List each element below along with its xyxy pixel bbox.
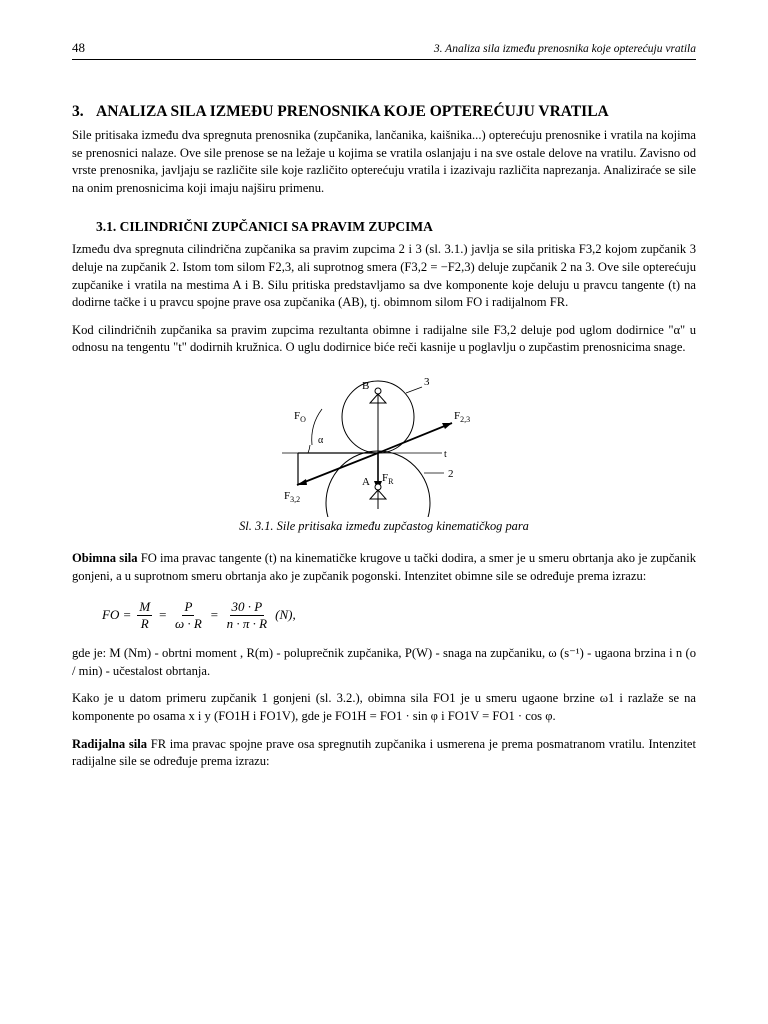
section-intro: Sile pritisaka između dva spregnuta prenosnika (zupčanika, lančanika, kaišnika...) opterećuju prenosnike i vratila na kojima se prenosnici nalaze. Ove sile prenose se na ležaje u kojima se vratila oslanjaju i na sve ostale delove na vratilu. Zavisno od vrste prenosnika, javljaju se različite sile koje različito opterećuju vratila i izazivaju različita naprezanja. Analiziraće se sile na onim prenosnicima koji imaju najširu primenu. bbox=[72, 128, 696, 195]
formula-lhs: FO = bbox=[102, 607, 132, 623]
pivot-B bbox=[375, 388, 381, 394]
figure-caption: Sl. 3.1. Sile pritisaka između zupčastog kinematičkog para bbox=[239, 518, 529, 533]
fraction-1: $\frac{M}{R}$ bbox=[139, 598, 151, 631]
chapter-title: 3. Analiza sila između prenosnika koje opterećuju vratila bbox=[433, 43, 696, 55]
running-header bbox=[72, 40, 696, 60]
label-B: B bbox=[362, 379, 370, 392]
section-title: ANALIZA SILA IZMEĐU PRENOSNIKA KOJE OPTEREĆUJU VRATILA bbox=[96, 103, 609, 120]
label-gear-2: 2 bbox=[448, 467, 454, 480]
radijalna-text: FR ima pravac spojne prave osa spregnutih zupčanika i usmerena je prema posmatranom vratilu. Intenzitet radijalne sile se određuje prema izrazu: bbox=[72, 736, 697, 769]
label-FO: $F_O$ bbox=[294, 409, 306, 424]
formula-eq-2: = bbox=[209, 607, 219, 623]
radijalna-paragraph bbox=[72, 736, 696, 771]
fraction-3: $\frac{30 \cdot P}{n \cdot \pi \cdot R}$ bbox=[226, 598, 268, 631]
example-paragraph: Kako je u datom primeru zupčanik 1 gonjeni (sl. 3.2.), obimna sila FO1 je u smeru ugaone brzine ω1 i razlaže se na komponente po osama x i y (FO1H i FO1V), gde je FO1H = FO1 · sin φ i FO1V = FO1 · cos φ. bbox=[72, 691, 696, 723]
radijalna-lead: Radijalna sila bbox=[72, 736, 148, 751]
formula-unit: (N), bbox=[275, 607, 296, 623]
formula-eq-1: = bbox=[158, 607, 167, 623]
arrow-F23 bbox=[378, 423, 452, 453]
label-F23: $F_{2,3}$ bbox=[454, 409, 471, 424]
page bbox=[72, 40, 696, 781]
subsection-title: 3.1. CILINDRIČNI ZUPČANICI SA PRAVIM ZUPCIMA bbox=[96, 219, 433, 235]
subsection-paragraph-2: Kod cilindričnih zupčanika sa pravim zupcima rezultanta obimne i radijalne sile F3,2 deluje pod uglom dodirnice "α" u odnosu na tengentu "t" dodirnih kružnica. O uglu dodirnice biće reči kasnije u poglavlju o zupčastim prenosnicima snage. bbox=[72, 322, 696, 355]
label-gear-3: 3 bbox=[424, 375, 430, 388]
obimna-text: FO ima pravac tangente (t) na kinematičke krugove u tački dodira, a smer je u smeru obrtanja ako je zupčanik gonjeni, a u suprotnom smeru obrtanja ako je zupčanik pogonski. Intenzitet obimne sile se određuje prema izrazu: bbox=[72, 550, 696, 583]
label-alpha: α bbox=[318, 434, 324, 446]
page-number: 48 bbox=[72, 40, 85, 55]
pivot-A bbox=[375, 484, 381, 490]
gear-diagram bbox=[72, 369, 696, 517]
subsection-paragraph-1: Između dva spregnuta cilindrična zupčanika sa pravim zupcima 2 i 3 (sl. 3.1.) javlja se sila pritiska F3,2 kojom zupčanik 3 deluje na zupčanik 2. Istom tom silom F2,3, ali suprotnog smera (F3,2 = −F2,3) deluje zupčanik 2 na 3. Ove sile opterećuju zupčanike i vratila na mestima A i B. Silu pritiska predstavljamo sa dve komponente koje deluju u pravcu tangente (t) na dodirne tačke i u pravcu spojne prave osa zupčanika (AB), tj. obimnom silom FO i radijalnom FR. bbox=[72, 242, 696, 310]
formula-FO bbox=[102, 595, 696, 635]
section-number: 3. bbox=[72, 103, 84, 120]
label-t: t bbox=[444, 448, 447, 460]
fraction-2: $\frac{P}{\omega \cdot R}$ bbox=[174, 598, 202, 631]
label-A: A bbox=[362, 475, 370, 488]
section-heading bbox=[72, 102, 696, 121]
obimna-paragraph bbox=[72, 550, 696, 585]
label-FR: $F_R$ bbox=[382, 471, 394, 486]
figure-gears bbox=[72, 369, 696, 517]
obimna-lead: Obimna sila bbox=[72, 550, 138, 565]
where-paragraph: gde je: M (Nm) - obrtni moment , R(m) - poluprečnik zupčanika, P(W) - snaga na zupčaniku, ω (s⁻¹) - ugaona brzina i n (o / min) - učestalost obrtanja. bbox=[72, 646, 696, 678]
label-F32: $F_{3,2}$ bbox=[284, 489, 301, 504]
